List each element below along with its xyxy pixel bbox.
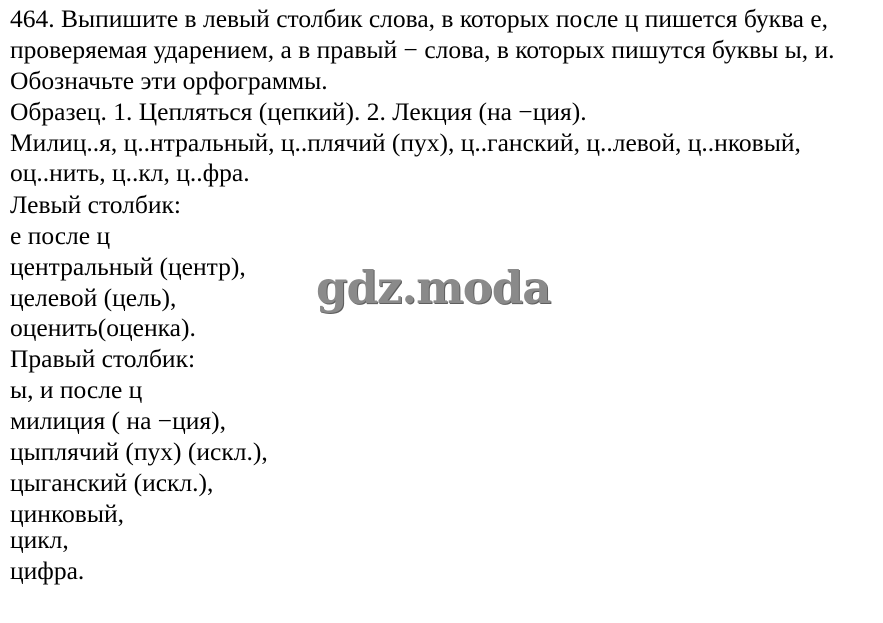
left-word-item: оценить(оценка).	[10, 313, 196, 342]
sample-line: Образец. 1. Цепляться (цепкий). 2. Лекция (на −ция).	[10, 97, 587, 126]
right-word-item: цикл,	[10, 525, 69, 554]
words-line-1: Милиц..я, ц..нтральный, ц..плячий (пух), ц..ганский, ц..левой, ц..нковый,	[10, 128, 801, 157]
task-line-1: 464. Выпишите в левый столбик слова, в которых после ц пишется буква е,	[10, 4, 829, 33]
right-word-item: цыганский (искл.),	[10, 468, 214, 497]
right-word-item: милиция ( на −ция),	[10, 406, 227, 435]
task-line-3: Обозначьте эти орфограммы.	[10, 66, 328, 95]
words-line-2: оц..нить, ц..кл, ц..фра.	[10, 158, 250, 187]
right-word-item: цыплячий (пух) (искл.),	[10, 437, 268, 466]
right-word-item: цифра.	[10, 556, 85, 585]
left-column-heading: Левый столбик:	[10, 190, 181, 219]
right-column-heading: Правый столбик:	[10, 344, 196, 373]
right-column-rule: ы, и после ц	[10, 375, 143, 404]
left-word-item: целевой (цель),	[10, 283, 177, 312]
right-word-item: цинковый,	[10, 499, 124, 528]
task-line-2: проверяемая ударением, а в правый − слова, в которых пишутся буквы ы, и.	[10, 35, 835, 64]
left-column-rule: е после ц	[10, 221, 111, 250]
left-word-item: центральный (центр),	[10, 252, 246, 281]
watermark: gdz.moda	[316, 261, 551, 314]
